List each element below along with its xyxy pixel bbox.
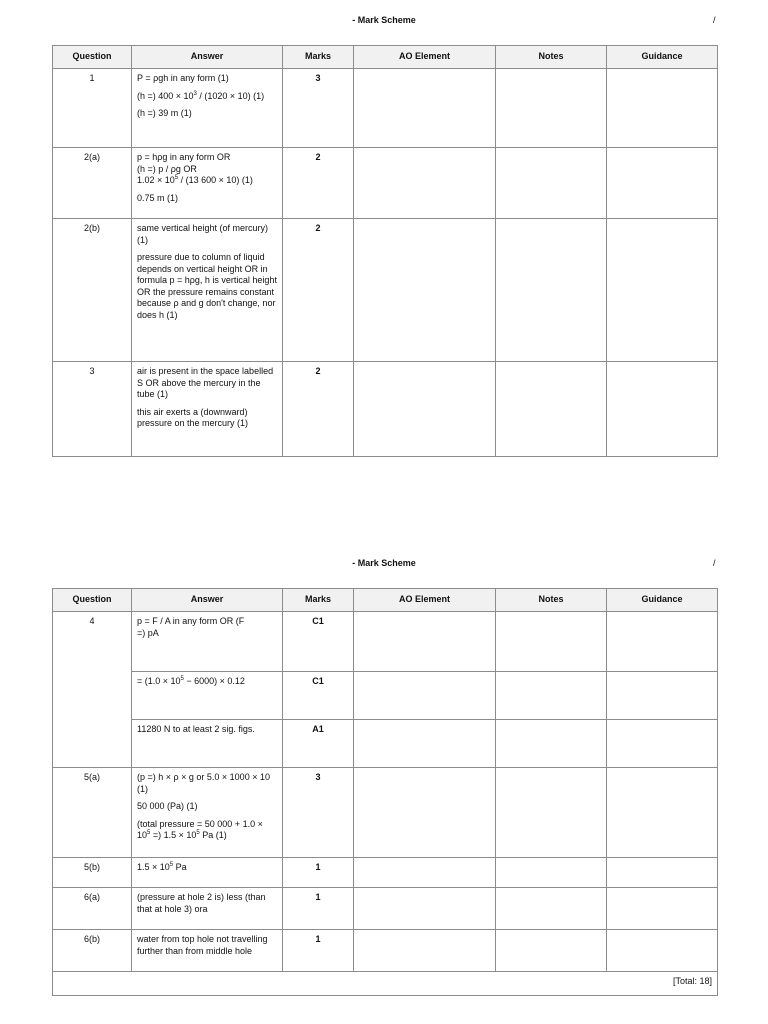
answer-line: 0.75 m (1): [137, 192, 179, 203]
col-header-question: Question: [53, 46, 132, 69]
table-header-row: [53, 589, 718, 612]
ao-element-cell: [354, 720, 496, 768]
table-row-q1: [53, 69, 718, 148]
answer-cell: [132, 768, 283, 858]
page1-header: [0, 15, 768, 31]
guidance-cell: [607, 858, 718, 888]
answer-cell: [132, 612, 283, 672]
answer-line: (h =) p / ρg OR: [137, 163, 197, 174]
answer-cell: (pressure at hole 2 is) less (than that at hole 3) ora: [132, 888, 283, 930]
ao-element-cell: [354, 930, 496, 972]
guidance-cell: [607, 930, 718, 972]
answer-line: P = ρgh in any form (1): [137, 73, 229, 83]
guidance-cell: [607, 69, 718, 148]
col-header-notes: Notes: [496, 589, 607, 612]
table-row-q2b: [53, 219, 718, 362]
answer-cell: [132, 69, 283, 148]
marks-cell: C1: [283, 672, 354, 720]
answer-line: same vertical height (of mercury) (1): [137, 223, 269, 245]
table-header-row: [53, 46, 718, 69]
table-row-q4-part2: [53, 672, 718, 720]
answer-line: = $(1.0 \times 10^5 - 6000) \times 0.12$: [137, 676, 245, 686]
guidance-cell: [607, 720, 718, 768]
table-row-q6b: [53, 930, 718, 972]
guidance-cell: [607, 612, 718, 672]
answer-cell: [132, 858, 283, 888]
guidance-cell: [607, 362, 718, 457]
question-cell: 1: [53, 69, 132, 148]
notes-cell: [496, 219, 607, 362]
notes-cell: [496, 148, 607, 219]
col-header-guidance: Guidance: [607, 46, 718, 69]
question-cell: 4: [53, 612, 132, 768]
ao-element-cell: [354, 768, 496, 858]
answer-cell: 11280 N to at least 2 sig. figs.: [132, 720, 283, 768]
marks-cell: C1: [283, 612, 354, 672]
marks-cell: 3: [283, 768, 354, 858]
question-cell: 6(b): [53, 930, 132, 972]
table-row-q4-part3: [53, 720, 718, 768]
answer-line: $1.02 \times 10^5 / (13$ 600 × 10) (1): [137, 175, 253, 185]
notes-cell: [496, 672, 607, 720]
total-marks: [Total: 18]: [53, 972, 718, 996]
answer-line: p = F / A in any form OR (F =) pA: [137, 616, 245, 638]
ao-element-cell: [354, 888, 496, 930]
marks-cell: 2: [283, 362, 354, 457]
ao-element-cell: [354, 362, 496, 457]
guidance-cell: [607, 768, 718, 858]
answer-cell: [132, 672, 283, 720]
guidance-cell: [607, 888, 718, 930]
notes-cell: [496, 768, 607, 858]
answer-line: pressure due to column of liquid depends on vertical height OR in formula p = hρg, h is vertical height OR the pressure remains constant because ρ and g don't change, nor does h (1): [137, 252, 277, 320]
table-row-q2a: [53, 148, 718, 219]
table-row-q4-part1: [53, 612, 718, 672]
marks-cell: 3: [283, 69, 354, 148]
answer-line: (h =) $400 \times 10^3 / (1020 \times 10)$ (1): [137, 90, 265, 101]
marks-cell: 1: [283, 858, 354, 888]
ao-element-cell: [354, 219, 496, 362]
notes-cell: [496, 930, 607, 972]
guidance-cell: [607, 672, 718, 720]
answer-cell: water from top hole not travelling further than from middle hole: [132, 930, 283, 972]
question-cell: 2(a): [53, 148, 132, 219]
answer-line: 50 000 (Pa) (1): [137, 801, 198, 811]
marks-cell: 2: [283, 219, 354, 362]
answer-line: $1.5 \times 10^5$ Pa: [137, 862, 187, 872]
page2-header: [0, 558, 768, 574]
col-header-ao-element: AO Element: [354, 46, 496, 69]
ao-element-cell: [354, 612, 496, 672]
notes-cell: [496, 858, 607, 888]
page1-mark-table: [52, 45, 718, 457]
marks-cell: 1: [283, 930, 354, 972]
col-header-marks: Marks: [283, 589, 354, 612]
answer-line: (p =) h × ρ × g or 5.0 × 1000 × 10 (1): [137, 772, 270, 794]
page1-header-title: - Mark Scheme: [352, 15, 416, 25]
col-header-notes: Notes: [496, 46, 607, 69]
col-header-question: Question: [53, 589, 132, 612]
table-row-q5a: [53, 768, 718, 858]
guidance-cell: [607, 148, 718, 219]
ao-element-cell: [354, 672, 496, 720]
answer-cell: [132, 362, 283, 457]
table-row-total: [53, 972, 718, 996]
question-cell: 6(a): [53, 888, 132, 930]
table-row-q3: [53, 362, 718, 457]
answer-line: p = hρg in any form OR: [137, 152, 231, 162]
notes-cell: [496, 69, 607, 148]
notes-cell: [496, 612, 607, 672]
table-row-q5b: [53, 858, 718, 888]
page2-header-title: - Mark Scheme: [352, 558, 416, 568]
question-cell: 2(b): [53, 219, 132, 362]
col-header-answer: Answer: [132, 589, 283, 612]
page2-header-mark: /: [713, 558, 716, 568]
answer-line: (total pressure = 50 $000 + 1.0 \times 10^5$ =) $1.5 \times 10^5$ Pa (1): [137, 818, 263, 840]
question-cell: 5(b): [53, 858, 132, 888]
col-header-ao-element: AO Element: [354, 589, 496, 612]
col-header-marks: Marks: [283, 46, 354, 69]
notes-cell: [496, 720, 607, 768]
answer-line: air is present in the space labelled S OR above the mercury in the tube (1): [137, 366, 274, 399]
col-header-guidance: Guidance: [607, 589, 718, 612]
marks-cell: 1: [283, 888, 354, 930]
answer-cell: [132, 219, 283, 362]
page1-header-mark: /: [713, 15, 716, 25]
table-row-q6a: [53, 888, 718, 930]
notes-cell: [496, 888, 607, 930]
page2-mark-table: [52, 588, 718, 996]
marks-cell: A1: [283, 720, 354, 768]
guidance-cell: [607, 219, 718, 362]
ao-element-cell: [354, 69, 496, 148]
answer-cell: [132, 148, 283, 219]
answer-line: this air exerts a (downward) pressure on the mercury (1): [137, 406, 249, 428]
notes-cell: [496, 362, 607, 457]
question-cell: 3: [53, 362, 132, 457]
marks-cell: 2: [283, 148, 354, 219]
ao-element-cell: [354, 148, 496, 219]
answer-line: (h =) 39 m (1): [137, 108, 192, 118]
col-header-answer: Answer: [132, 46, 283, 69]
ao-element-cell: [354, 858, 496, 888]
question-cell: 5(a): [53, 768, 132, 858]
